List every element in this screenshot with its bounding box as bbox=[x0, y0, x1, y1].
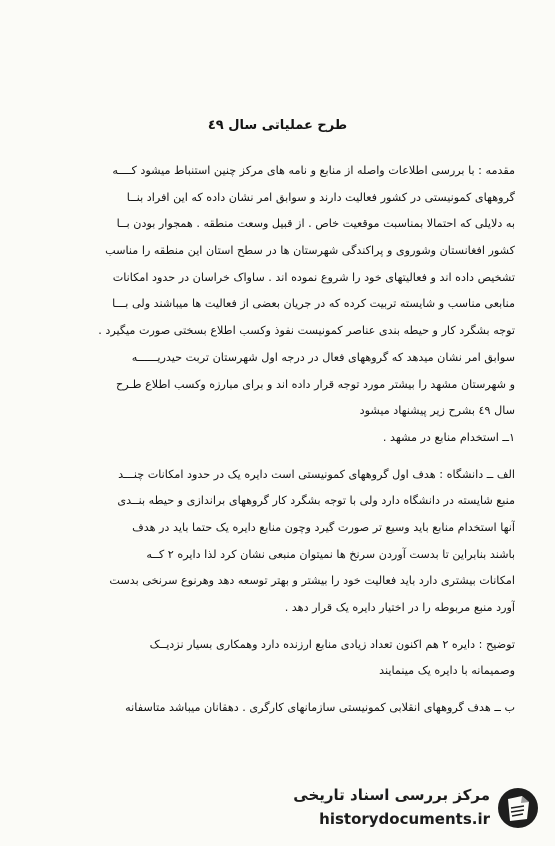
document-title: طرح عملیاتی سال ٤٩ bbox=[207, 118, 348, 133]
text-line: آنها استخدام منابع باید وسیع تر صورت گیرد وچون منابع دایره یک حتما باید در هدف bbox=[132, 520, 515, 534]
paragraph-note bbox=[40, 632, 515, 685]
text-line: گروههای کمونیستی در کشور فعالیت دارند و سوابق امر نشان داده که این افراد بنــا bbox=[126, 190, 515, 204]
text-line: منبع شایسته در دانشگاه دارد ولی با توجه بشگرد کار گروههای براندازی و حیطه بنــدی bbox=[117, 494, 515, 508]
spacer bbox=[40, 622, 515, 632]
spacer bbox=[40, 452, 515, 462]
text-line: توضیح : دایره ٢ هم اکنون تعداد زیادی منابع ارزنده دارد وهمکاری بسیار نزدیــک bbox=[149, 637, 515, 651]
paragraph-intro bbox=[40, 158, 515, 452]
text-line: توجه بشگرد کار و حیطه بندی عناصر کمونیست نفوذ وکسب اطلاع بسختی صورت میگیرد . bbox=[98, 324, 515, 338]
text-line: الف ــ دانشگاه : هدف اول گروههای کمونیستی است دایره یک در حدود امکانات چنـــد bbox=[118, 467, 515, 481]
section-heading: ١ــ استخدام منابع در مشهد . bbox=[382, 430, 515, 444]
watermark bbox=[278, 782, 540, 838]
text-line: تشخیص داده اند و فعالیتهای خود را شروع نموده اند . ساواک خراسان در حدود امکانات bbox=[112, 270, 515, 284]
text-line: سوابق امر نشان میدهد که گروههای فعال در درجه اول شهرستان تربت حیدریــــــه bbox=[131, 350, 515, 364]
document-body bbox=[40, 158, 515, 722]
spacer bbox=[40, 685, 515, 695]
text-line: سال ٤٩ بشرح زیر پیشنهاد میشود bbox=[359, 404, 515, 418]
watermark-name: مرکز بررسی اسناد تاریخی bbox=[293, 786, 490, 804]
paragraph-workers bbox=[40, 695, 515, 722]
paragraph-university bbox=[40, 462, 515, 622]
text-line: مقدمه : با بررسی اطلاعات واصله از منابع و نامه های مرکز چنین استنباط میشود کــــه bbox=[112, 164, 515, 177]
text-line: آورد منبع مربوطه را در اختیار دایره یک قرار دهد . bbox=[284, 601, 515, 614]
text-line: به دلایلی که احتمالا بمناسبت موقعیت خاص . از قبیل وسعت منطقه . همجوار بودن بــا bbox=[116, 217, 515, 231]
document-archive-logo-icon bbox=[496, 786, 540, 830]
text-line: منابعی مناسب و شایسته تربیت کرده که در جریان بعضی از فعالیت ها میباشند ولی بـــا bbox=[112, 297, 515, 311]
text-line: ب ــ هدف گروههای انقلابی کمونیستی سازمانهای کارگری . دهقانان میباشد متاسفانه bbox=[125, 701, 515, 715]
text-line: باشند بنابراین تا بدست آوردن سرنخ ها نمیتوان منبعی نشان کرد لذا دایره ٢ کــه bbox=[146, 547, 515, 561]
text-line: امکانات بیشتری دارد باید فعالیت خود را بیشتر و بهتر توسعه دهد وهرنوع سرنخی بدست bbox=[109, 574, 515, 588]
text-line: و شهرستان مشهد را بیشتر مورد توجه قرار داده اند و برای مبارزه وکسب اطلاع طـرح bbox=[115, 377, 515, 391]
text-line: وصمیمانه با دایره یک مینمایند bbox=[379, 664, 515, 678]
watermark-url: historydocuments.ir bbox=[319, 810, 490, 828]
text-line: کشور افغانستان وشوروی و پراکندگی شهرستان ها در سطح استان این منطقه را مناسب bbox=[105, 244, 515, 258]
